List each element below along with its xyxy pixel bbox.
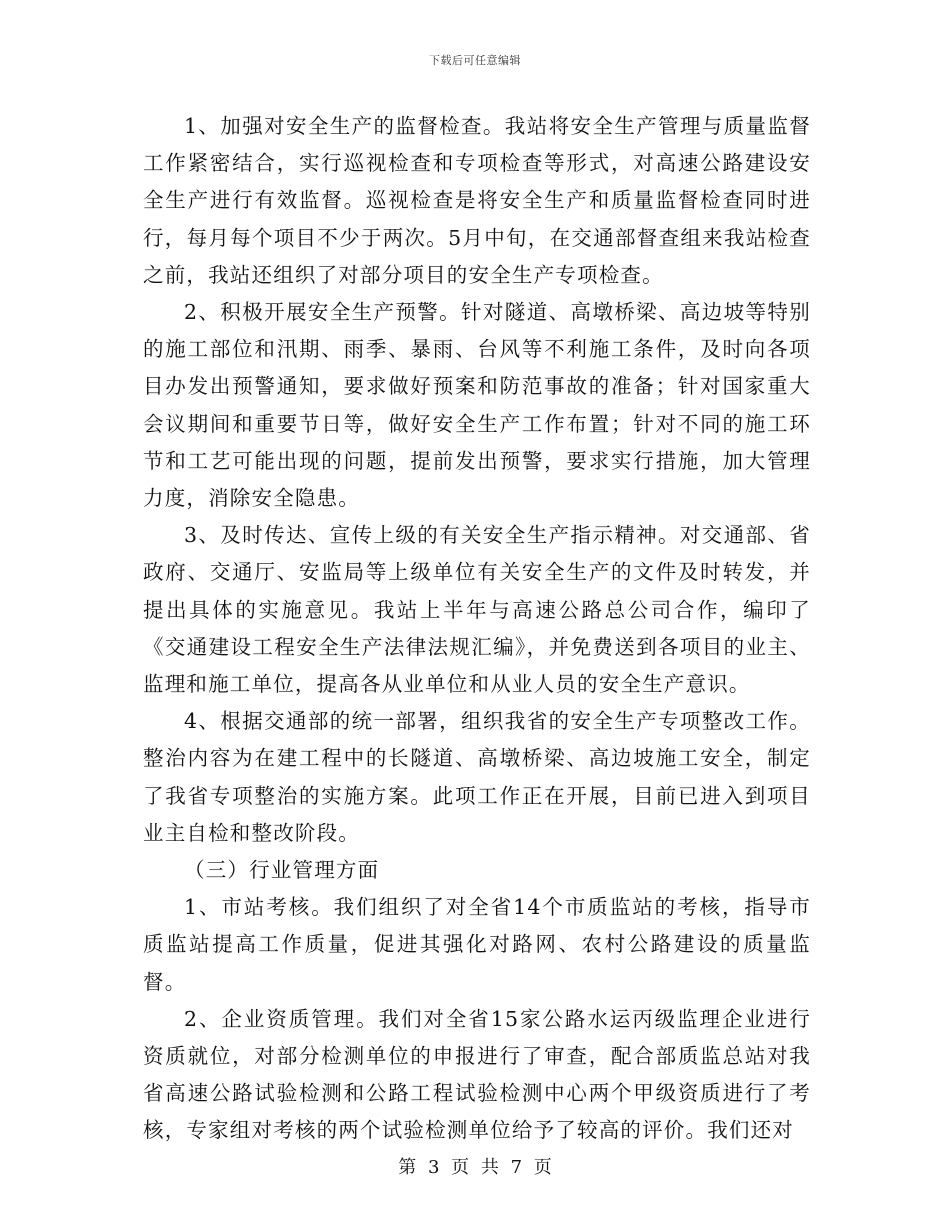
paragraph-station-assessment: 1、市站考核。我们组织了对全省14个市质监站的考核，指导市质监站提高工作质量，促进其强化对路网、农村公路建设的质量监督。 [143, 895, 811, 994]
paragraph-safety-inspection: 1、加强对安全生产的监督检查。我站将安全生产管理与质量监督工作紧密结合，实行巡视检查和专项检查等形式，对高速公路建设安全生产进行有效监督。巡视检查是将安全生产和质量监督检查同时进行，每月每个项目不少于两次。5月中旬，在交通部督查组来我站检查之前，我站还组织了对部分项目的安全生产专项检查。 [143, 114, 811, 287]
paragraph-safety-warning: 2、积极开展安全生产预警。针对隧道、高墩桥梁、高边坡等特别的施工部位和汛期、雨季、暴雨、台风等不利施工条件，及时向各项目办发出预警通知，要求做好预案和防范事故的准备；针对国家重大会议期间和重要节日等，做好安全生产工作布置；针对不同的施工环节和工艺可能出现的问题，提前发出预警，要求实行措施，加大管理力度，消除安全隐患。 [143, 300, 811, 511]
paragraph-safety-instructions: 3、及时传达、宣传上级的有关安全生产指示精神。对交通部、省政府、交通厅、安监局等上级单位有关安全生产的文件及时转发，并提出具体的实施意见。我站上半年与高速公路总公司合作，编印了《交通建设工程安全生产法律法规汇编》，并免费送到各项目的业主、监理和施工单位，提高各从业单位和从业人员的安全生产意识。 [143, 523, 811, 697]
page-number-footer: 第 3 页 共 7 页 [398, 1157, 552, 1178]
document-body [143, 108, 811, 1150]
paragraph-qualification-management: 2、企业资质管理。我们对全省15家公路水运丙级监理企业进行资质就位，对部分检测单位的申报进行了审查，配合部质监总站对我省高速公路试验检测和公路工程试验检测中心两个甲级资质进行了考核，专家组对考核的两个试验检测单位给予了较高的评价。我们还对 [143, 1006, 811, 1143]
paragraph-special-rectification: 4、根据交通部的统一部署，组织我省的安全生产专项整改工作。整治内容为在建工程中的长隧道、高墩桥梁、高边坡施工安全，制定了我省专项整治的实施方案。此项工作正在开展，目前已进入到项目业主自检和整改阶段。 [143, 709, 811, 845]
page-header: 下载后可任意编辑 [429, 54, 521, 67]
section-heading-industry-management: （三）行业管理方面 [184, 858, 380, 883]
